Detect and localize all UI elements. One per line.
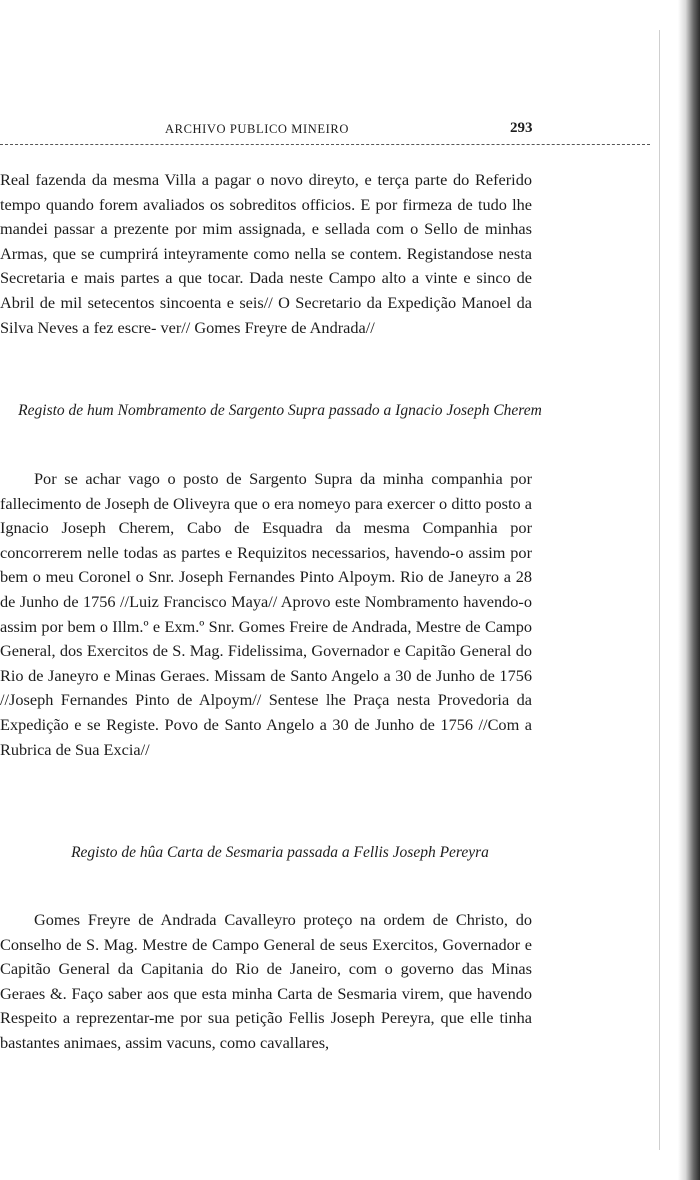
section-heading-1: Registo de hum Nombramento de Sargento Supra passado a Ignacio Joseph Cherem <box>18 402 542 419</box>
page-number: 293 <box>510 120 533 136</box>
section-heading-2: Registo de hûa Carta de Sesmaria passada a Fellis Joseph Pereyra <box>71 844 489 861</box>
page-edge-shadow <box>678 0 700 1180</box>
running-header <box>0 118 650 145</box>
paragraph-2: Por se achar vago o posto de Sargento Supra da minha companhia por fallecimento de Joseph de Oliveyra que o era nomeyo para exercer o ditto posto a Ignacio Joseph Cherem, Cabo de Esquadra da mesma Companhia por concorrerem nelle todas as partes e Requizitos necessarios, havendo-o assim por bem o meu Coronel o Snr. Joseph Fernandes Pinto Alpoym. Rio de Janeyro a 28 de Junho de 1756 //Luiz Francisco Maya// Aprovo este Nombramento havendo-o assim por bem o Illm.º e Exm.º Snr. Gomes Freire de Andrada, Mestre de Campo General, dos Exercitos de S. Mag. Fidelissima, Governador e Capitão General do Rio de Janeyro e Minas Geraes. Missam de Santo Angelo a 30 de Junho de 1756 //Joseph Fernandes Pinto de Alpoym// Sentese lhe Praça nesta Provedoria da Expedição e se Registe. Povo de Santo Angelo a 30 de Junho de 1756 //Com a Rubrica de Sua Excia// <box>0 469 532 759</box>
paragraph-1: Real fazenda da mesma Villa a pagar o novo direyto, e terça parte do Referido tempo quando forem avaliados os sobreditos officios. E por firmeza de tudo lhe mandei passar a prezente por mim assignada, e sellada com o Sello de minhas Armas, que se cumprirá inteyramente como nella se contem. Registandose nesta Secretaria e mais partes a que tocar. Dada neste Campo alto a vinte e sinco de Abril de mil setecentos sincoenta e seis// O Secretario da Expedição Manoel da Silva Neves a fez escre- ver// Gomes Freyre de Andrada// <box>0 170 532 337</box>
page-fold-line <box>659 30 660 1150</box>
header-title: ARCHIVO PUBLICO MINEIRO <box>165 122 349 136</box>
paragraph-3: Gomes Freyre de Andrada Cavalleyro proteço na ordem de Christo, do Conselho de S. Mag. Mestre de Campo General de seus Exercitos, Governador e Capitão General da Capitania do Rio de Janeiro, com o governo das Minas Geraes &. Faço saber aos que esta minha Carta de Sesmaria virem, que havendo Respeito a reprezentar-me por sua petição Fellis Joseph Pereyra, que elle tinha bastantes animaes, assim vacuns, como cavallares, <box>0 910 532 1052</box>
